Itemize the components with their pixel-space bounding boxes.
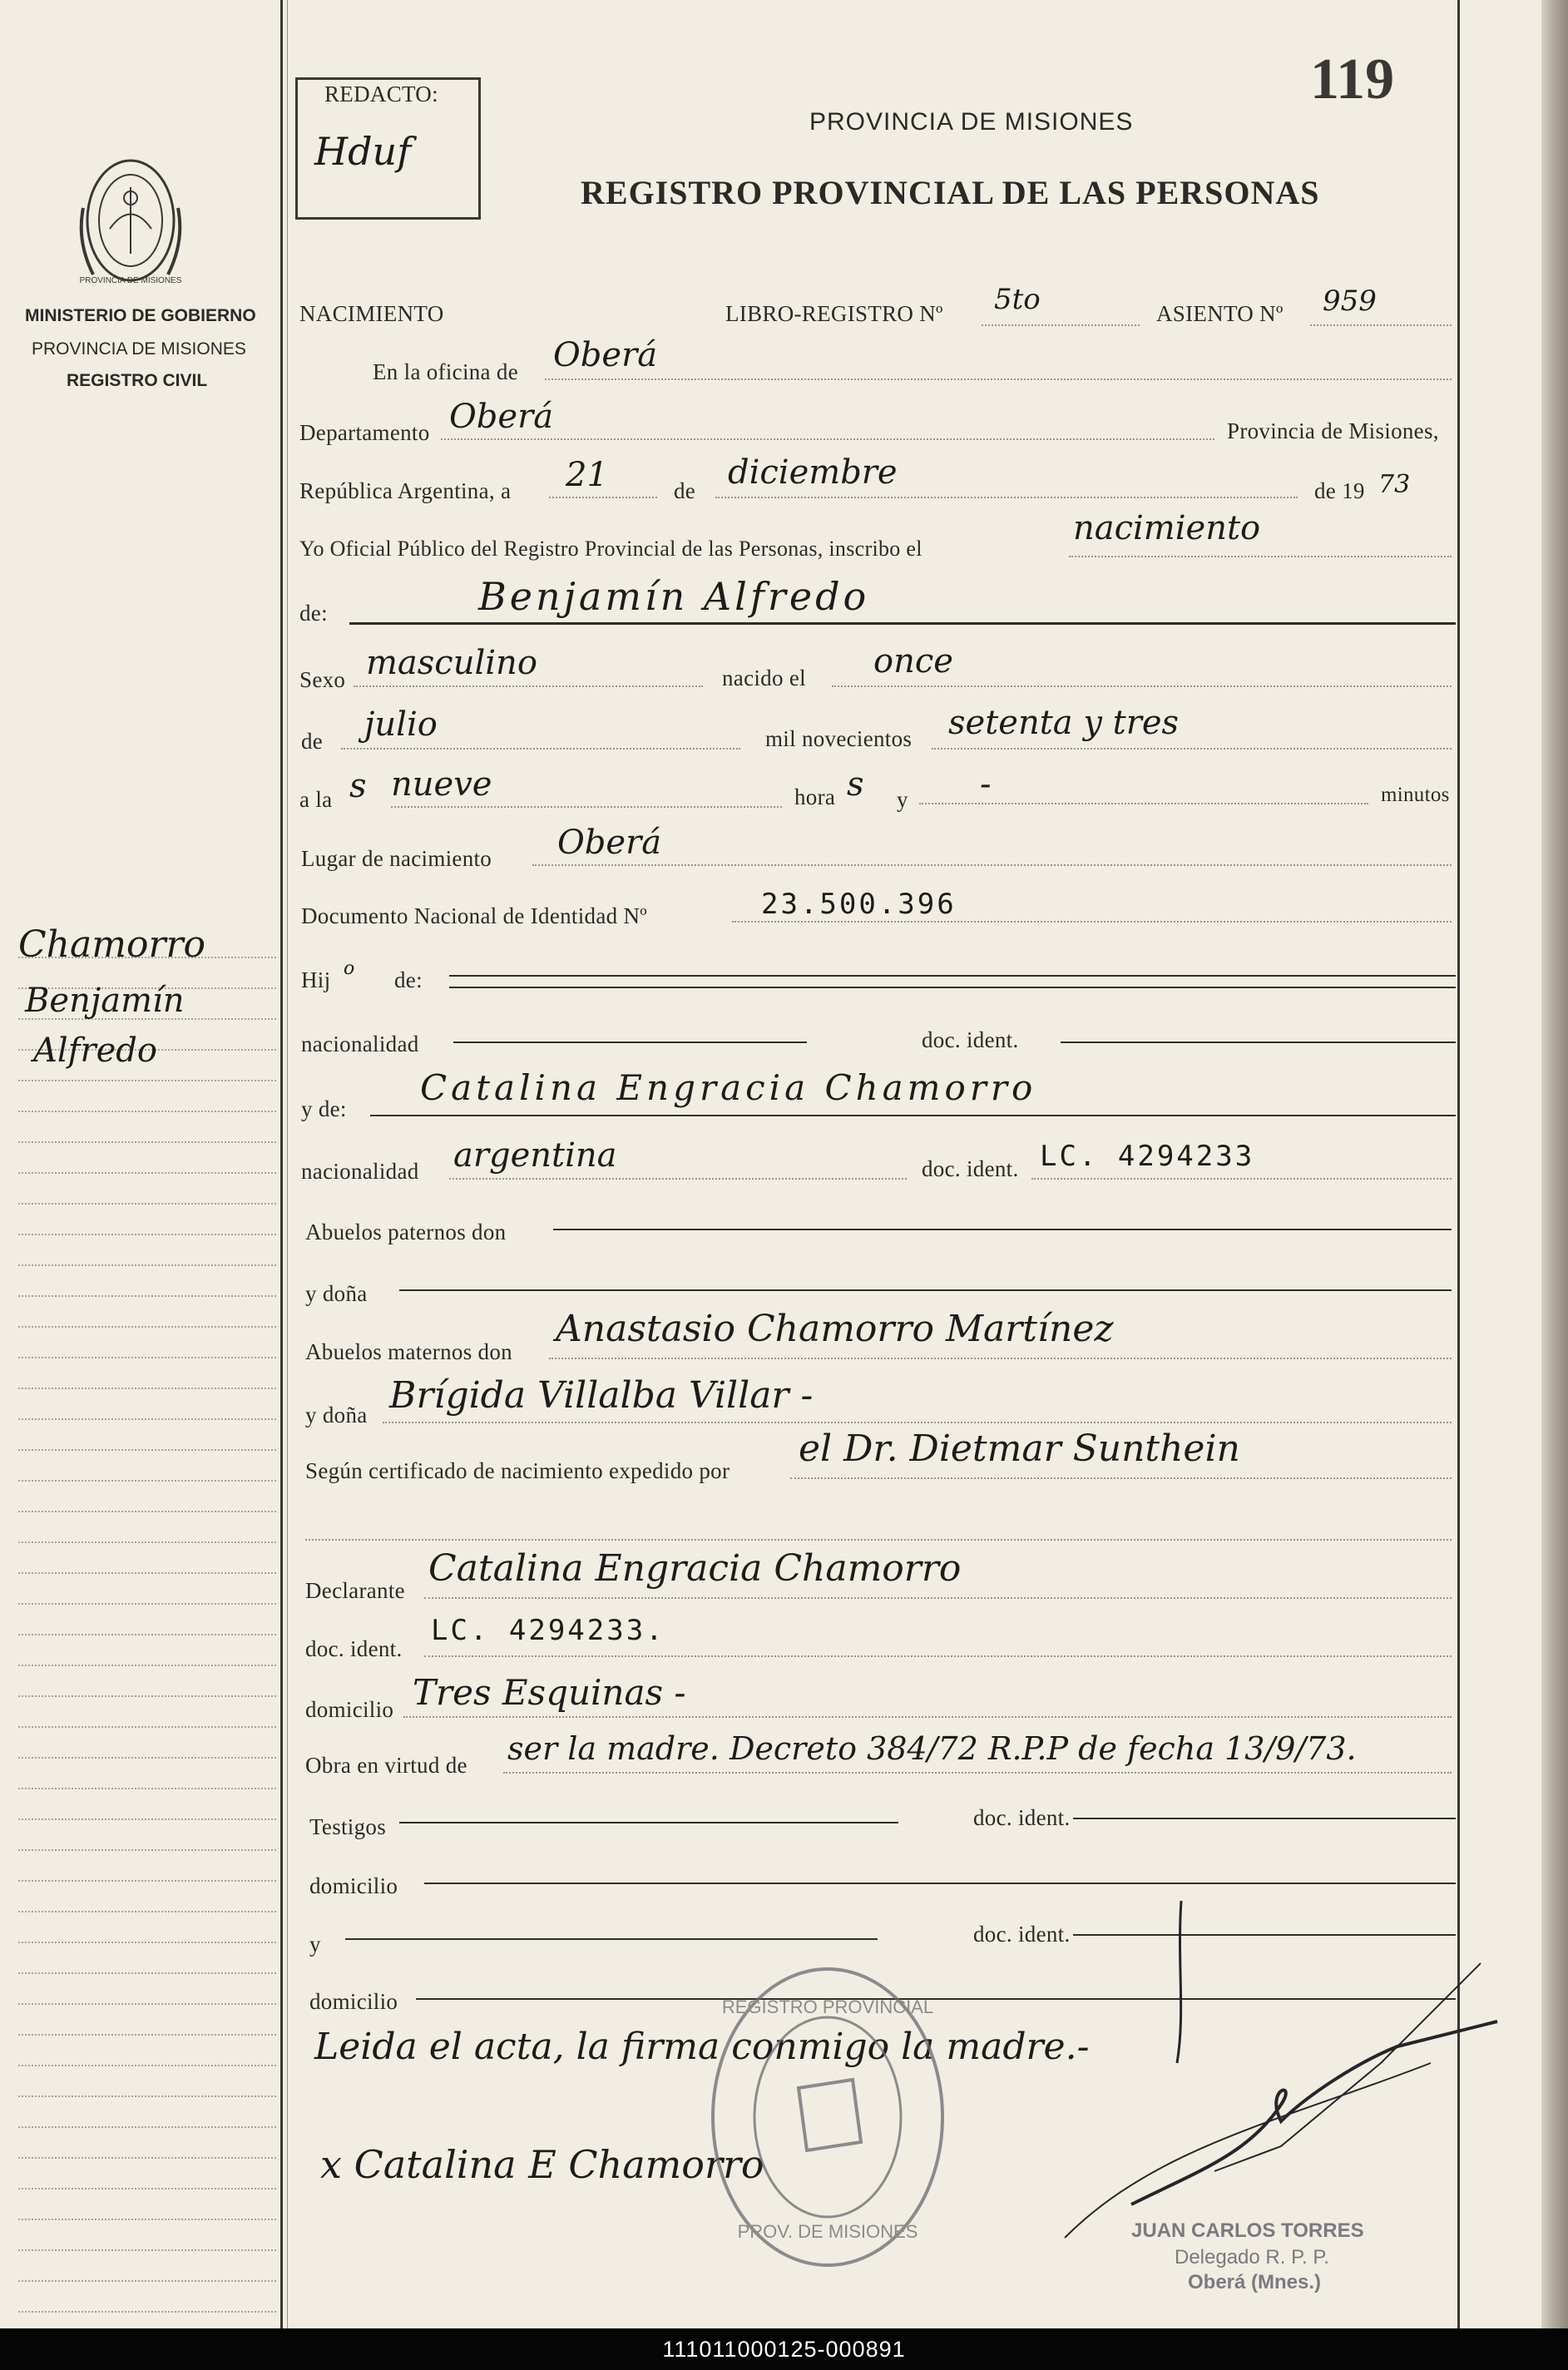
departamento-label: Departamento bbox=[299, 420, 430, 445]
margin-rule-line bbox=[18, 1849, 276, 1851]
firma-madre: x Catalina E Chamorro bbox=[320, 2142, 764, 2187]
margin-rule-line bbox=[18, 2065, 276, 2066]
lugar-label: Lugar de nacimiento bbox=[301, 846, 492, 871]
margin-rule-line bbox=[18, 1665, 276, 1666]
mes-value: diciembre bbox=[728, 453, 898, 492]
margin-rule-line bbox=[18, 1141, 276, 1143]
provincia-label: Provincia de Misiones, bbox=[1227, 418, 1439, 443]
margin-rule-line bbox=[18, 2188, 276, 2189]
nacionalidad-madre-value: argentina bbox=[453, 1136, 617, 1175]
margin-rule-line bbox=[18, 1634, 276, 1635]
margin-rule-line bbox=[18, 2034, 276, 2036]
declarante-label: Declarante bbox=[305, 1578, 405, 1603]
svg-text:PROV. DE MISIONES: PROV. DE MISIONES bbox=[737, 2221, 918, 2242]
margin-rule-line bbox=[18, 1203, 276, 1205]
domicilio-value: Tres Esquinas - bbox=[413, 1672, 686, 1713]
hijo-de-label: de: bbox=[394, 967, 423, 992]
doc-ident-madre-label: doc. ident. bbox=[922, 1156, 1019, 1181]
oficina-label: En la oficina de bbox=[373, 359, 518, 384]
document-id-footer: 111011000125-000891 bbox=[0, 2328, 1568, 2370]
certificado-label: Según certificado de nacimiento expedido por bbox=[305, 1458, 730, 1483]
margin-rule-line bbox=[18, 2311, 276, 2313]
hora-value: nueve bbox=[391, 765, 492, 804]
mes-de-label: de bbox=[674, 478, 696, 503]
asiento-value: 959 bbox=[1323, 284, 1377, 318]
margin-rule-line bbox=[18, 1357, 276, 1358]
domicilio-label: domicilio bbox=[305, 1697, 394, 1722]
oficial-text: Yo Oficial Público del Registro Provincial de las Personas, inscribo el bbox=[299, 537, 922, 561]
libro-label: LIBRO-REGISTRO Nº bbox=[725, 301, 943, 326]
testigos-doc-label: doc. ident. bbox=[973, 1805, 1071, 1830]
dia-value: 21 bbox=[566, 456, 608, 494]
madre-value: Catalina Engracia Chamorro bbox=[420, 1067, 1037, 1108]
libro-value: 5to bbox=[994, 283, 1041, 316]
margin-rule-line bbox=[18, 1295, 276, 1297]
official-signature-icon bbox=[1031, 1897, 1514, 2246]
margin-rule-line bbox=[18, 1172, 276, 1174]
margin-rule-line bbox=[18, 1418, 276, 1420]
hora-prefix: s bbox=[349, 767, 367, 805]
margin-rule-line bbox=[18, 1695, 276, 1697]
anio-label: de 19 bbox=[1314, 478, 1365, 503]
testigo2-doc-label: doc. ident. bbox=[973, 1922, 1071, 1947]
obra-value: ser la madre. Decreto 384/72 R.P.P de fecha 13/9/73. bbox=[507, 1730, 1357, 1767]
nacido-value: once bbox=[873, 642, 953, 680]
redacto-label: REDACTO: bbox=[324, 82, 438, 106]
margin-rule-line bbox=[18, 2249, 276, 2251]
ministry-line-1: MINISTERIO DE GOBIERNO bbox=[25, 306, 256, 325]
province-heading: PROVINCIA DE MISIONES bbox=[809, 108, 1134, 136]
ala-label: a la bbox=[299, 787, 333, 812]
margin-rule-line bbox=[18, 1972, 276, 1974]
registry-round-stamp-icon bbox=[707, 1963, 948, 2271]
abuela-paterna-label: y doña bbox=[305, 1281, 368, 1306]
left-frame-rule bbox=[280, 0, 283, 2328]
madre-de-label: y de: bbox=[301, 1096, 347, 1121]
misiones-seal-icon bbox=[77, 150, 185, 295]
de-nombre-label: de: bbox=[299, 601, 328, 626]
republica-label: República Argentina, a bbox=[299, 478, 512, 503]
margin-rule-line bbox=[18, 1572, 276, 1574]
doc-declarante-value: LC. 4294233. bbox=[431, 1614, 665, 1647]
official-role: Delegado R. P. P. bbox=[1175, 2246, 1329, 2269]
doc-ident-madre-value: LC. 4294233 bbox=[1040, 1140, 1255, 1173]
margin-rule-line bbox=[18, 1264, 276, 1266]
margin-rule-line bbox=[18, 1603, 276, 1605]
margin-rule-line bbox=[18, 2219, 276, 2220]
margin-rule-line bbox=[18, 2280, 276, 2282]
margin-rule-line bbox=[18, 1480, 276, 1482]
margin-rule-line bbox=[18, 2095, 276, 2097]
sexo-label: Sexo bbox=[299, 667, 346, 692]
margin-rule-line bbox=[18, 1111, 276, 1112]
domicilio-testigo-label: domicilio bbox=[309, 1873, 398, 1898]
hora-suffix: s bbox=[847, 765, 864, 804]
abuela-materna-label: y doña bbox=[305, 1403, 368, 1427]
nacimiento-label: NACIMIENTO bbox=[299, 301, 444, 326]
nacionalidad-madre-label: nacionalidad bbox=[301, 1159, 419, 1184]
nombre-value: Benjamín Alfredo bbox=[478, 574, 870, 619]
minutos-label: minutos bbox=[1381, 784, 1450, 806]
ministry-line-2: PROVINCIA DE MISIONES bbox=[32, 339, 246, 359]
mes-nac-value: julio bbox=[364, 705, 438, 744]
anio-value: 73 bbox=[1378, 470, 1411, 499]
domicilio-testigo2-label: domicilio bbox=[309, 1989, 398, 2014]
asiento-label: ASIENTO Nº bbox=[1156, 301, 1284, 326]
margin-rule-line bbox=[18, 1880, 276, 1882]
margin-rule-line bbox=[18, 1818, 276, 1820]
sexo-value: masculino bbox=[366, 644, 537, 682]
obra-label: Obra en virtud de bbox=[305, 1753, 467, 1778]
margin-note-surname: Chamorro bbox=[18, 923, 206, 966]
nacido-label: nacido el bbox=[722, 665, 806, 690]
departamento-value: Oberá bbox=[449, 398, 554, 436]
margin-rule-line bbox=[18, 1449, 276, 1451]
margin-note-given-1: Benjamín bbox=[25, 982, 185, 1020]
nacionalidad-padre-label: nacionalidad bbox=[301, 1032, 419, 1056]
margin-rule-line bbox=[18, 1788, 276, 1789]
redacto-initials: Hduf bbox=[314, 129, 412, 174]
margin-rule-line bbox=[18, 1511, 276, 1512]
certificado-value: el Dr. Dietmar Sunthein bbox=[799, 1427, 1240, 1470]
margin-rule-line bbox=[18, 1080, 276, 1081]
official-name: JUAN CARLOS TORRES bbox=[1131, 2219, 1364, 2242]
hora-label: hora bbox=[794, 784, 836, 809]
oficina-value: Oberá bbox=[553, 336, 658, 374]
leida-acta-text: Leida el acta, la firma conmigo la madre.- bbox=[314, 2026, 1090, 2068]
abuela-materna-value: Brígida Villalba Villar - bbox=[389, 1374, 814, 1417]
testigo2-y-label: y bbox=[309, 1932, 321, 1957]
hijo-label: Hij bbox=[301, 967, 331, 992]
doc-declarante-label: doc. ident. bbox=[305, 1636, 403, 1661]
margin-rule-line bbox=[18, 1541, 276, 1543]
testigos-label: Testigos bbox=[309, 1814, 387, 1839]
ministry-line-3: REGISTRO CIVIL bbox=[67, 371, 208, 390]
y-minutos-label: y bbox=[897, 787, 908, 812]
abuelo-materno-value: Anastasio Chamorro Martínez bbox=[556, 1308, 1114, 1350]
dni-label: Documento Nacional de Identidad Nº bbox=[301, 903, 647, 928]
margin-rule-line bbox=[18, 1234, 276, 1235]
official-place: Oberá (Mnes.) bbox=[1188, 2271, 1322, 2293]
margin-rule-line bbox=[18, 1942, 276, 1943]
margin-rule-line bbox=[18, 1326, 276, 1328]
hijo-suffix: o bbox=[344, 958, 355, 979]
seal-caption: PROVINCIA DE MISIONES bbox=[79, 276, 182, 285]
inner-left-rule bbox=[287, 0, 288, 2328]
abuelos-paternos-label: Abuelos paternos don bbox=[305, 1220, 507, 1244]
margin-note-given-2: Alfredo bbox=[33, 1032, 157, 1070]
lugar-value: Oberá bbox=[557, 824, 662, 862]
abuelos-maternos-label: Abuelos maternos don bbox=[305, 1339, 512, 1364]
margin-rule-line bbox=[18, 1726, 276, 1728]
margin-rule-line bbox=[18, 2157, 276, 2159]
declarante-value: Catalina Engracia Chamorro bbox=[428, 1547, 962, 1590]
margin-rule-line bbox=[18, 1388, 276, 1389]
anio-nac-value: setenta y tres bbox=[948, 704, 1180, 742]
margin-rule-line bbox=[18, 2003, 276, 2005]
doc-ident-padre-label: doc. ident. bbox=[922, 1027, 1019, 1052]
margin-rule-line bbox=[18, 2126, 276, 2128]
margin-rule-line bbox=[18, 1911, 276, 1912]
dni-value: 23.500.396 bbox=[761, 888, 957, 921]
mil-label: mil novecientos bbox=[765, 726, 913, 751]
mes-nac-de-label: de bbox=[301, 729, 324, 754]
svg-text:REGISTRO PROVINCIAL: REGISTRO PROVINCIAL bbox=[721, 1996, 934, 2017]
page-number: 119 bbox=[1310, 47, 1395, 111]
book-spine bbox=[1541, 0, 1568, 2328]
oficial-value: nacimiento bbox=[1073, 509, 1261, 547]
margin-rule-line bbox=[18, 1757, 276, 1759]
minutos-value: - bbox=[980, 765, 992, 804]
registry-title: REGISTRO PROVINCIAL DE LAS PERSONAS bbox=[581, 174, 1320, 211]
